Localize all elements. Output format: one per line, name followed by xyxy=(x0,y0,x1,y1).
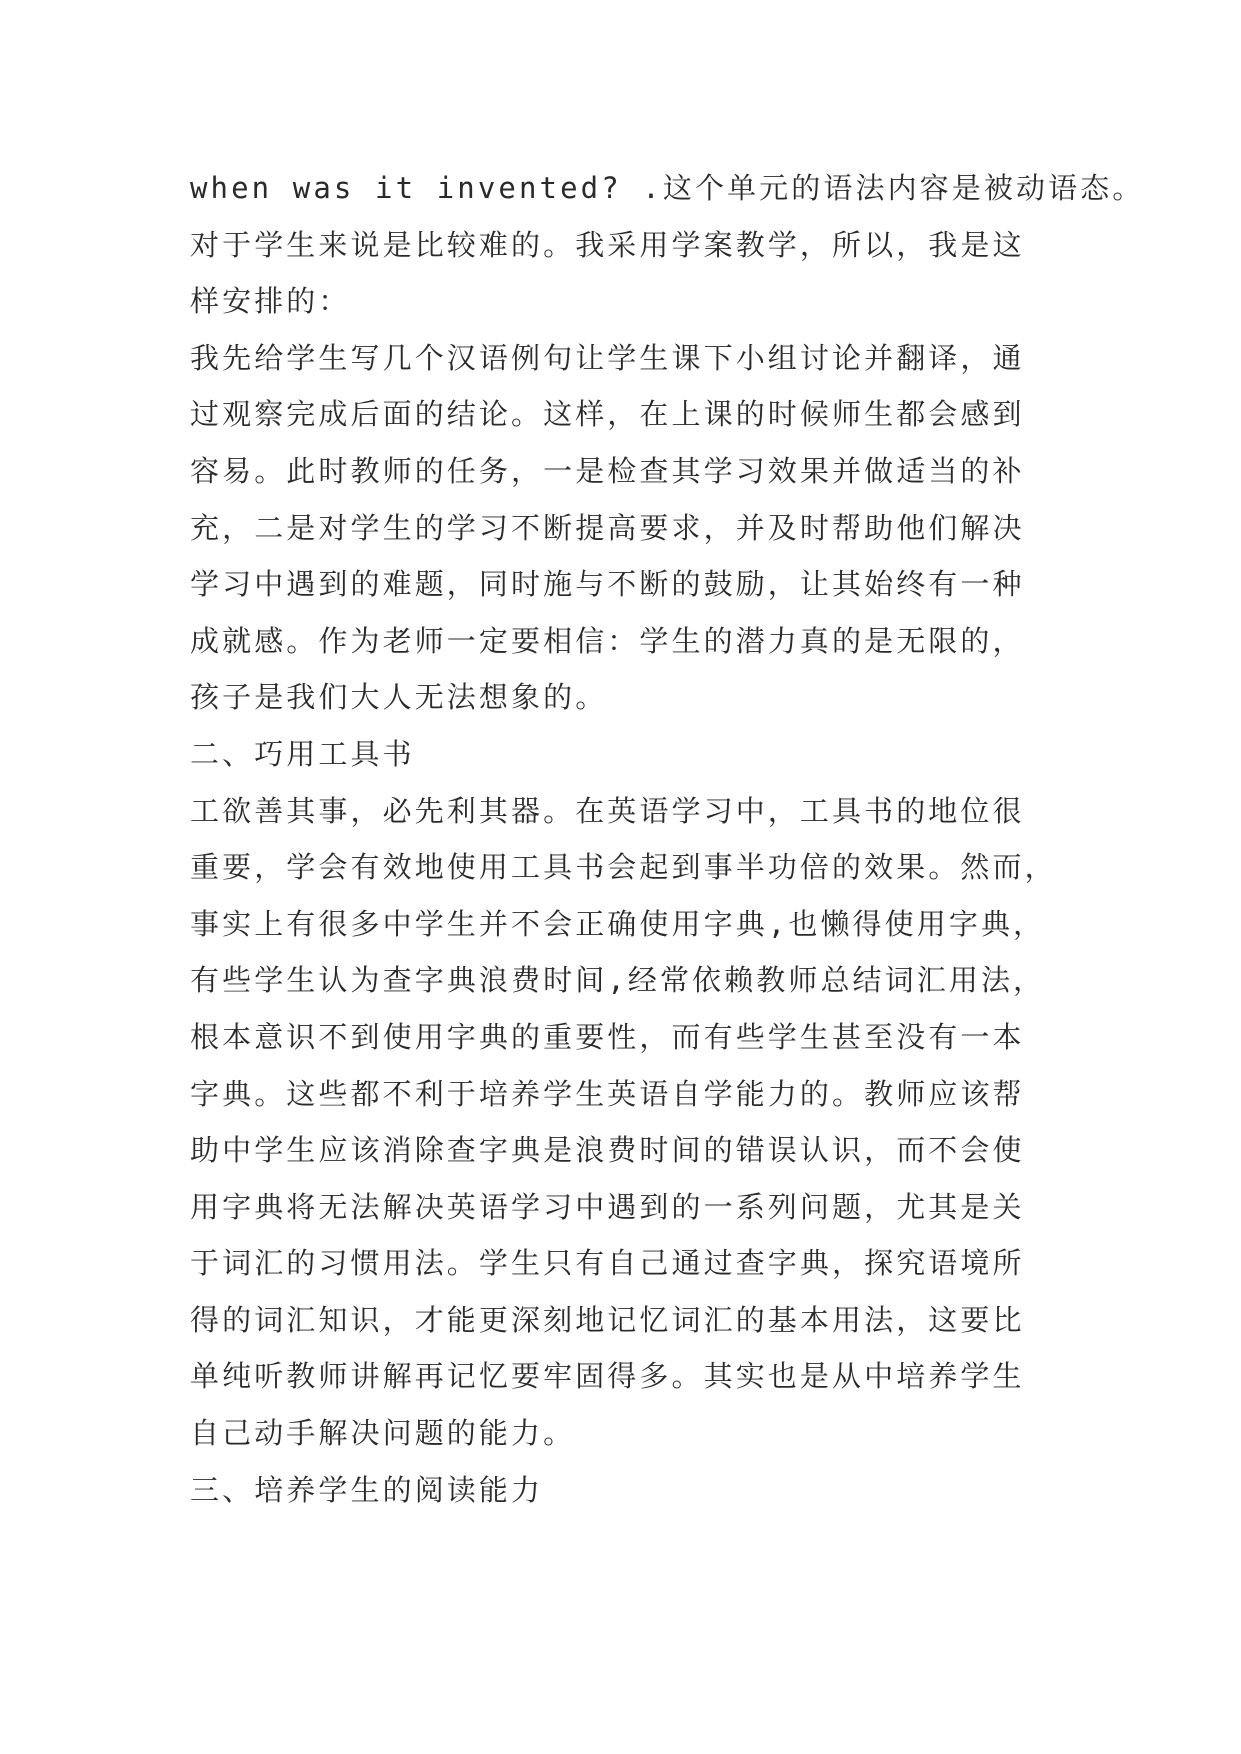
paragraph-line: 过观察完成后面的结论。这样，在上课的时候师生都会感到 xyxy=(190,397,1025,432)
paragraph-line: 事实上有很多中学生并不会正确使用字典,也懒得使用字典， xyxy=(190,906,1046,941)
paragraph-line: 字典。这些都不利于培养学生英语自学能力的。教师应该帮 xyxy=(190,1076,1025,1111)
paragraph-line: 得的词汇知识，才能更深刻地记忆词汇的基本用法，这要比 xyxy=(190,1302,1025,1337)
paragraph-line: 用字典将无法解决英语学习中遇到的一系列问题，尤其是关 xyxy=(190,1189,1025,1224)
paragraph-line: 我先给学生写几个汉语例句让学生课下小组讨论并翻译，通 xyxy=(190,340,1025,375)
paragraph-line: 于词汇的习惯用法。学生只有自己通过查字典，探究语境所 xyxy=(190,1246,1025,1281)
paragraph-line: 学习中遇到的难题，同时施与不断的鼓励，让其始终有一种 xyxy=(190,567,1025,602)
document-body xyxy=(190,160,1145,1518)
paragraph-line: 根本意识不到使用字典的重要性，而有些学生甚至没有一本 xyxy=(190,1019,1025,1054)
paragraph-line: 成就感。作为老师一定要相信：学生的潜力真的是无限的， xyxy=(190,623,1025,658)
section-heading: 二、巧用工具书 xyxy=(190,736,415,771)
paragraph-line: 工欲善其事，必先利其器。在英语学习中，工具书的地位很 xyxy=(190,793,1025,828)
paragraph-line: 对于学生来说是比较难的。我采用学案教学，所以，我是这 xyxy=(190,227,1025,262)
paragraph-line: 充，二是对学生的学习不断提高要求，并及时帮助他们解决 xyxy=(190,510,1025,545)
paragraph-line: 容易。此时教师的任务，一是检查其学习效果并做适当的补 xyxy=(190,453,1025,488)
paragraph-line: when was it invented? .这个单元的语法内容是被动语态。 xyxy=(190,171,1145,205)
paragraph-line: 重要，学会有效地使用工具书会起到事半功倍的效果。然而， xyxy=(190,850,1057,885)
section-heading: 三、培养学生的阅读能力 xyxy=(190,1472,544,1507)
paragraph-line: 单纯听教师讲解再记忆要牢固得多。其实也是从中培养学生 xyxy=(190,1359,1025,1394)
paragraph-line: 助中学生应该消除查字典是浪费时间的错误认识，而不会使 xyxy=(190,1133,1025,1168)
paragraph-line: 自己动手解决问题的能力。 xyxy=(190,1416,576,1451)
paragraph-line: 孩子是我们大人无法想象的。 xyxy=(190,680,608,715)
paragraph-line: 有些学生认为查字典浪费时间,经常依赖教师总结词汇用法， xyxy=(190,963,1046,998)
paragraph-line: 样安排的： xyxy=(190,284,351,319)
